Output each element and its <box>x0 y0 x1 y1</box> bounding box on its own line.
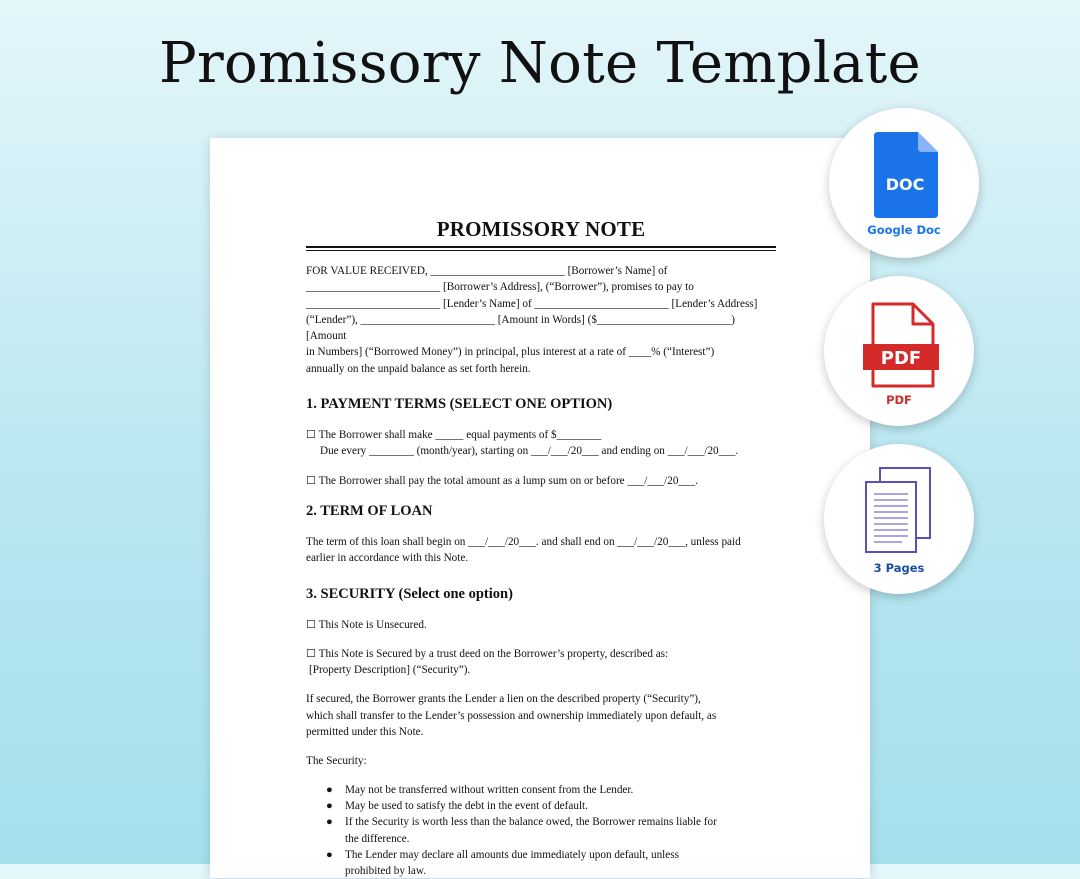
section-heading-payment-terms: 1. PAYMENT TERMS (SELECT ONE OPTION) <box>306 396 613 413</box>
security-option-secured[interactable] <box>306 646 776 679</box>
bullet-icon: ● <box>326 783 333 796</box>
list-item: ● May not be transferred without written consent from the Lender. <box>306 782 776 798</box>
option-line: ☐ The Borrower shall pay the total amount as a lump sum on or before ___/___/20___. <box>306 474 698 487</box>
document-body <box>306 216 776 879</box>
security-label: The Security: <box>306 755 367 768</box>
pdf-label: PDF <box>886 393 912 407</box>
bullet-icon: ● <box>326 816 333 829</box>
option-line: ☐ The Borrower shall make _____ equal payments of $________ <box>306 429 602 442</box>
intro-line: ________________________ [Lender’s Name] of ________________________ [Lender’s Address] <box>306 297 758 310</box>
title-divider <box>306 246 776 251</box>
term-paragraph <box>306 534 776 567</box>
lien-line: which shall transfer to the Lender’s possession and ownership immediately upon default, as <box>306 709 717 722</box>
pdf-badge <box>824 276 974 426</box>
google-doc-badge <box>829 108 979 258</box>
section-heading-term-of-loan: 2. TERM OF LOAN <box>306 502 433 519</box>
option-line: [Property Description] (“Security”). <box>309 664 471 677</box>
document-title: PROMISSORY NOTE <box>436 217 646 241</box>
intro-line: FOR VALUE RECEIVED, ________________________ [Borrower’s Name] of <box>306 265 668 277</box>
intro-line: (“Lender”), ________________________ [Amount in Words] ($________________________) [Amount <box>306 313 735 343</box>
pages-badge <box>824 444 974 594</box>
payment-option-lump-sum[interactable] <box>306 473 776 489</box>
lien-line: If secured, the Borrower grants the Lender a lien on the described property (“Security”), <box>306 693 701 706</box>
banner-title: Promissory Note Template <box>159 31 921 96</box>
option-line: ☐ This Note is Unsecured. <box>306 618 427 631</box>
intro-line: ________________________ [Borrower’s Address], (“Borrower”), promises to pay to <box>306 281 694 294</box>
google-doc-label: Google Doc <box>867 223 941 237</box>
doc-icon-text: DOC <box>885 175 925 194</box>
option-line: Due every ________ (month/year), starting on ___/___/20___ and ending on ___/___/20___. <box>320 445 739 458</box>
section-heading-security: 3. SECURITY (Select one option) <box>306 585 513 602</box>
payment-option-installments[interactable] <box>306 427 776 460</box>
pages-label: 3 Pages <box>873 561 925 575</box>
security-bullet-list <box>306 782 776 879</box>
pages-icon <box>862 466 934 556</box>
list-item-continuation: the difference. <box>345 832 410 845</box>
intro-paragraph <box>306 263 776 377</box>
pdf-file-icon <box>861 302 941 388</box>
bullet-icon: ● <box>326 799 333 812</box>
bullet-icon: ● <box>326 848 333 861</box>
list-item-continuation: prohibited by law. <box>345 865 426 878</box>
lien-line: permitted under this Note. <box>306 726 424 739</box>
list-item: ● If the Security is worth less than the balance owed, the Borrower remains liable for <box>306 814 776 830</box>
security-option-unsecured[interactable] <box>306 617 776 633</box>
list-item: ● The Lender may declare all amounts due immediately upon default, unless <box>306 847 776 863</box>
pdf-icon-text: PDF <box>880 348 922 369</box>
lien-paragraph <box>306 691 776 740</box>
term-line: The term of this loan shall begin on ___/___/20___. and shall end on ___/___/20___, unless paid <box>306 535 741 548</box>
document-page <box>210 138 870 878</box>
intro-line: in Numbers] (“Borrowed Money”) in principal, plus interest at a rate of ____% (“Interest”) <box>306 346 715 359</box>
option-line: ☐ This Note is Secured by a trust deed on the Borrower’s property, described as: <box>306 647 669 660</box>
list-item: ● May be used to satisfy the debt in the event of default. <box>306 798 776 814</box>
term-line: earlier in accordance with this Note. <box>306 552 469 565</box>
google-doc-icon <box>874 132 938 218</box>
intro-line: annually on the unpaid balance as set forth herein. <box>306 362 531 375</box>
